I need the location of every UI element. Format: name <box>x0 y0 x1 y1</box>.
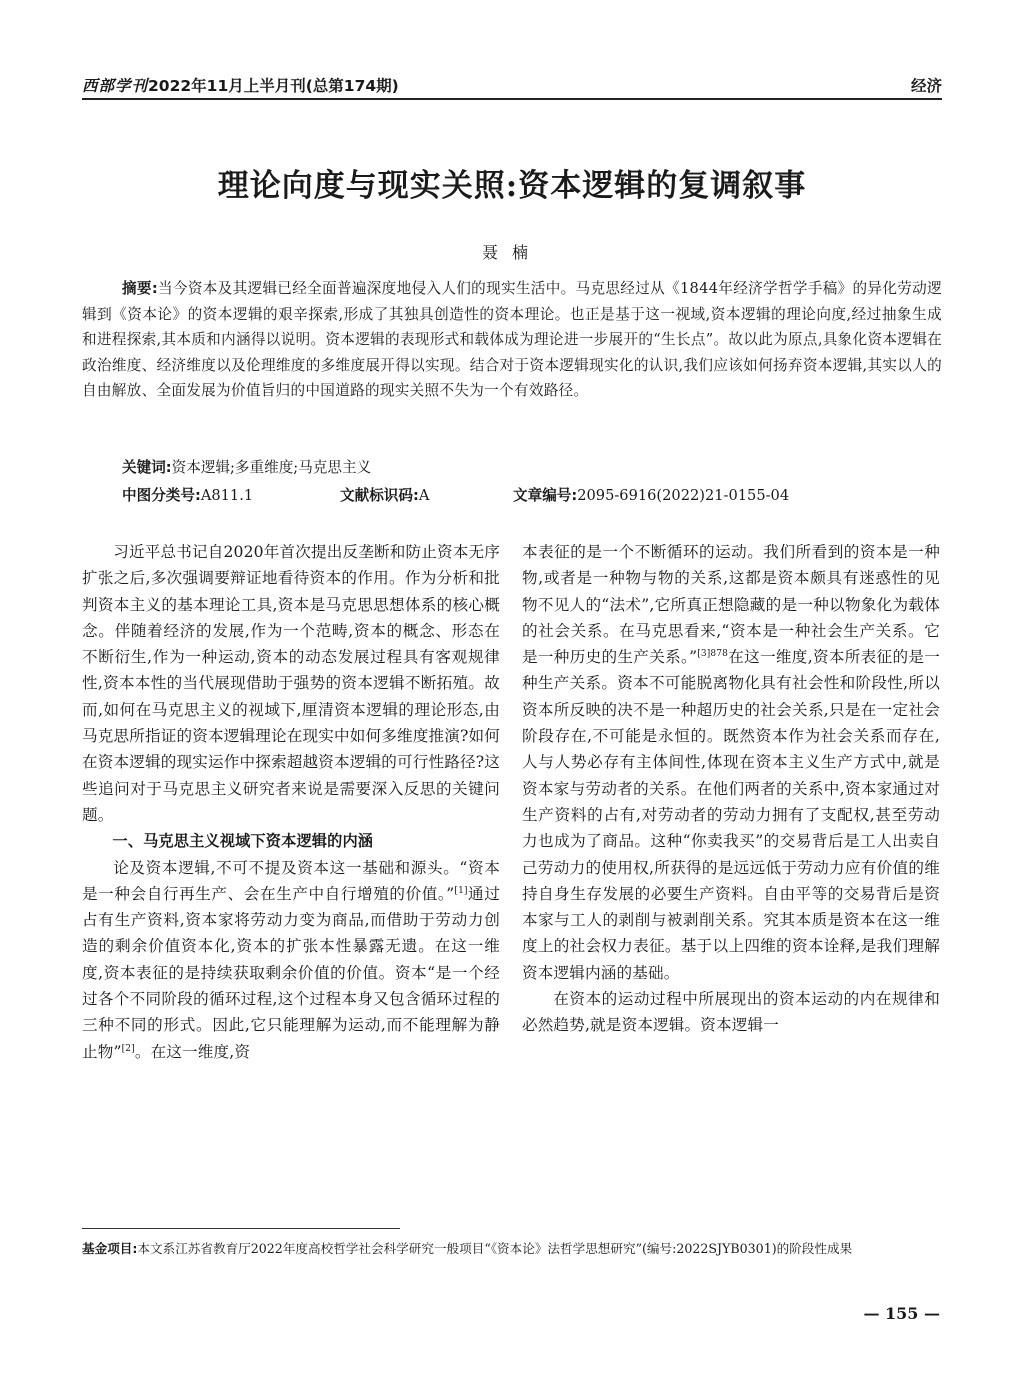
keywords-label: 关键词: <box>122 459 172 476</box>
funding-text: 本文系江苏省教育厅2022年度高校哲学社会科学研究一般项目“《资本论》法哲学思想研究”(编号:2022SJYB0301)的阶段性成果 <box>137 1241 853 1256</box>
running-header <box>82 72 942 100</box>
right-column <box>522 539 940 1039</box>
header-issue-line <box>82 74 399 96</box>
section-heading: 一、马克思主义视域下资本逻辑的内涵 <box>112 832 374 851</box>
funding-label: 基金项目: <box>82 1241 138 1256</box>
clc-label: 中图分类号: <box>122 487 201 504</box>
clc-value: A811.1 <box>200 487 254 504</box>
abstract-text: 当今资本及其逻辑已经全面普遍深度地侵入人们的现实生活中。马克思经过从《1844年经济学哲学手稿》的异化劳动逻辑到《资本论》的资本逻辑的艰辛探索,形成了其独具创造性的资本理论。也正是基于这一视域,资本逻辑的理论向度,经过抽象生成和进程探索,其本质和内涵得以说明。资本逻辑的表现形式和载体成为理论进一步展开的“生长点”。故以此为原点,具象化资本逻辑在政治维度、经济维度以及伦理维度的多维度展开得以实现。结合对于资本逻辑现实化的认识,我们应该如何扬弃资本逻辑,其实以人的自由解放、全面发展为价值旨归的中国道路的现实关照不失为一个有效路径。 <box>82 280 942 400</box>
footnote-rule <box>82 1228 400 1229</box>
funding-footnote <box>82 1238 942 1260</box>
abstract-label: 摘要: <box>122 280 158 297</box>
keywords-text: 资本逻辑;多重维度;马克思主义 <box>171 459 372 476</box>
issue-info: 2022年11月上半月刊(总第174期) <box>148 77 399 95</box>
doc-value: A <box>418 487 430 504</box>
body-paragraph: 论及资本逻辑,不可不提及资本这一基础和源头。“资本是一种会自行再生产、会在生产中自行增殖的价值。”[1]通过占有生产资料,资本家将劳动力变为商品,而借助于劳动力创造的剩余价值资本化,资本的扩张本性暴露无遗。在这一维度,资本表征的是持续获取剩余价值的价值。资本“是一个经过各个不同阶段的循环过程,这个过程本身又包含循环过程的三种不同的形式。因此,它只能理解为运动,而不能理解为静止物”[2]。在这一维度,资 <box>82 858 500 1061</box>
citation-ref: [2] <box>121 1043 135 1054</box>
art-label: 文章编号: <box>513 487 578 504</box>
citation-ref: [3]878 <box>697 649 729 659</box>
author-name: 聂楠 <box>481 243 542 262</box>
article-number <box>513 484 789 505</box>
body-paragraph: 本表征的是一个不断循环的运动。我们所看到的资本是一种物,或者是一种物与物的关系,这都是资本颇具有迷惑性的见物不见人的“法术”,它所真正想隐藏的是一种以物象化为载体的社会关系。在马克思看来,“资本是一种社会生产关系。它是一种历史的生产关系。”$^{[3]878}$在这一维度,资本所表征的是一种生产关系。资本不可能脱离物化具有社会性和阶段性,所以资本所反映的决不是一种超历史的社会关系,只是在一定社会阶段存在,不可能是永恒的。既然资本作为社会关系而存在,人与人势必存有主体间性,体现在资本主义生产方式中,就是资本家与劳动者的关系。在他们两者的关系中,资本家通过对生产资料的占有,对劳动者的劳动力拥有了支配权,甚至劳动力也成为了商品。这种“你卖我买”的交易背后是工人出卖自己劳动力的使用权,所获得的是远远低于劳动力应有价值的维持自身生存发展的必要生产资料。自由平等的交易背后是资本家与工人的剥削与被剥削关系。究其本质是资本在这一维度上的社会权力表征。基于以上四维的资本诠释,是我们理解资本逻辑内涵的基础。 <box>522 543 940 982</box>
citation-ref: [1] <box>454 885 468 896</box>
document-code <box>340 484 429 505</box>
body-paragraph: 在资本的运动过程中所展现出的资本运动的内在规律和必然趋势,就是资本逻辑。资本逻辑一 <box>522 990 940 1035</box>
page-number: — 155 — <box>863 1304 940 1323</box>
article-title: 理论向度与现实关照:资本逻辑的复调叙事 <box>217 168 807 204</box>
clc-number <box>122 484 253 505</box>
abstract <box>82 276 942 404</box>
body-paragraph: 习近平总书记自2020年首次提出反垄断和防止资本无序扩张之后,多次强调要辩证地看待资本的作用。作为分析和批判资本主义的基本理论工具,资本是马克思思想体系的核心概念。伴随着经济的发展,作为一个范畴,资本的概念、形态在不断衍生,作为一种运动,资本的动态发展过程具有客观规律性,资本本性的当代展现借助于强势的资本逻辑不断拓殖。故而,如何在马克思主义的视域下,厘清资本逻辑的理论形态,由马克思所指证的资本逻辑理论在现实中如何多维度推演?如何在资本逻辑的现实运作中探索超越资本逻辑的可行性路径?这些追问对于马克思主义研究者来说是需要深入反思的关键问题。 <box>82 543 500 824</box>
left-column <box>82 539 500 1065</box>
art-value: 2095-6916(2022)21-0155-04 <box>577 487 790 504</box>
doc-label: 文献标识码: <box>340 487 419 504</box>
keywords <box>122 456 371 477</box>
journal-logo: 西部学刊 <box>82 76 149 95</box>
header-rule <box>82 98 942 100</box>
section-name: 经济 <box>910 77 942 95</box>
